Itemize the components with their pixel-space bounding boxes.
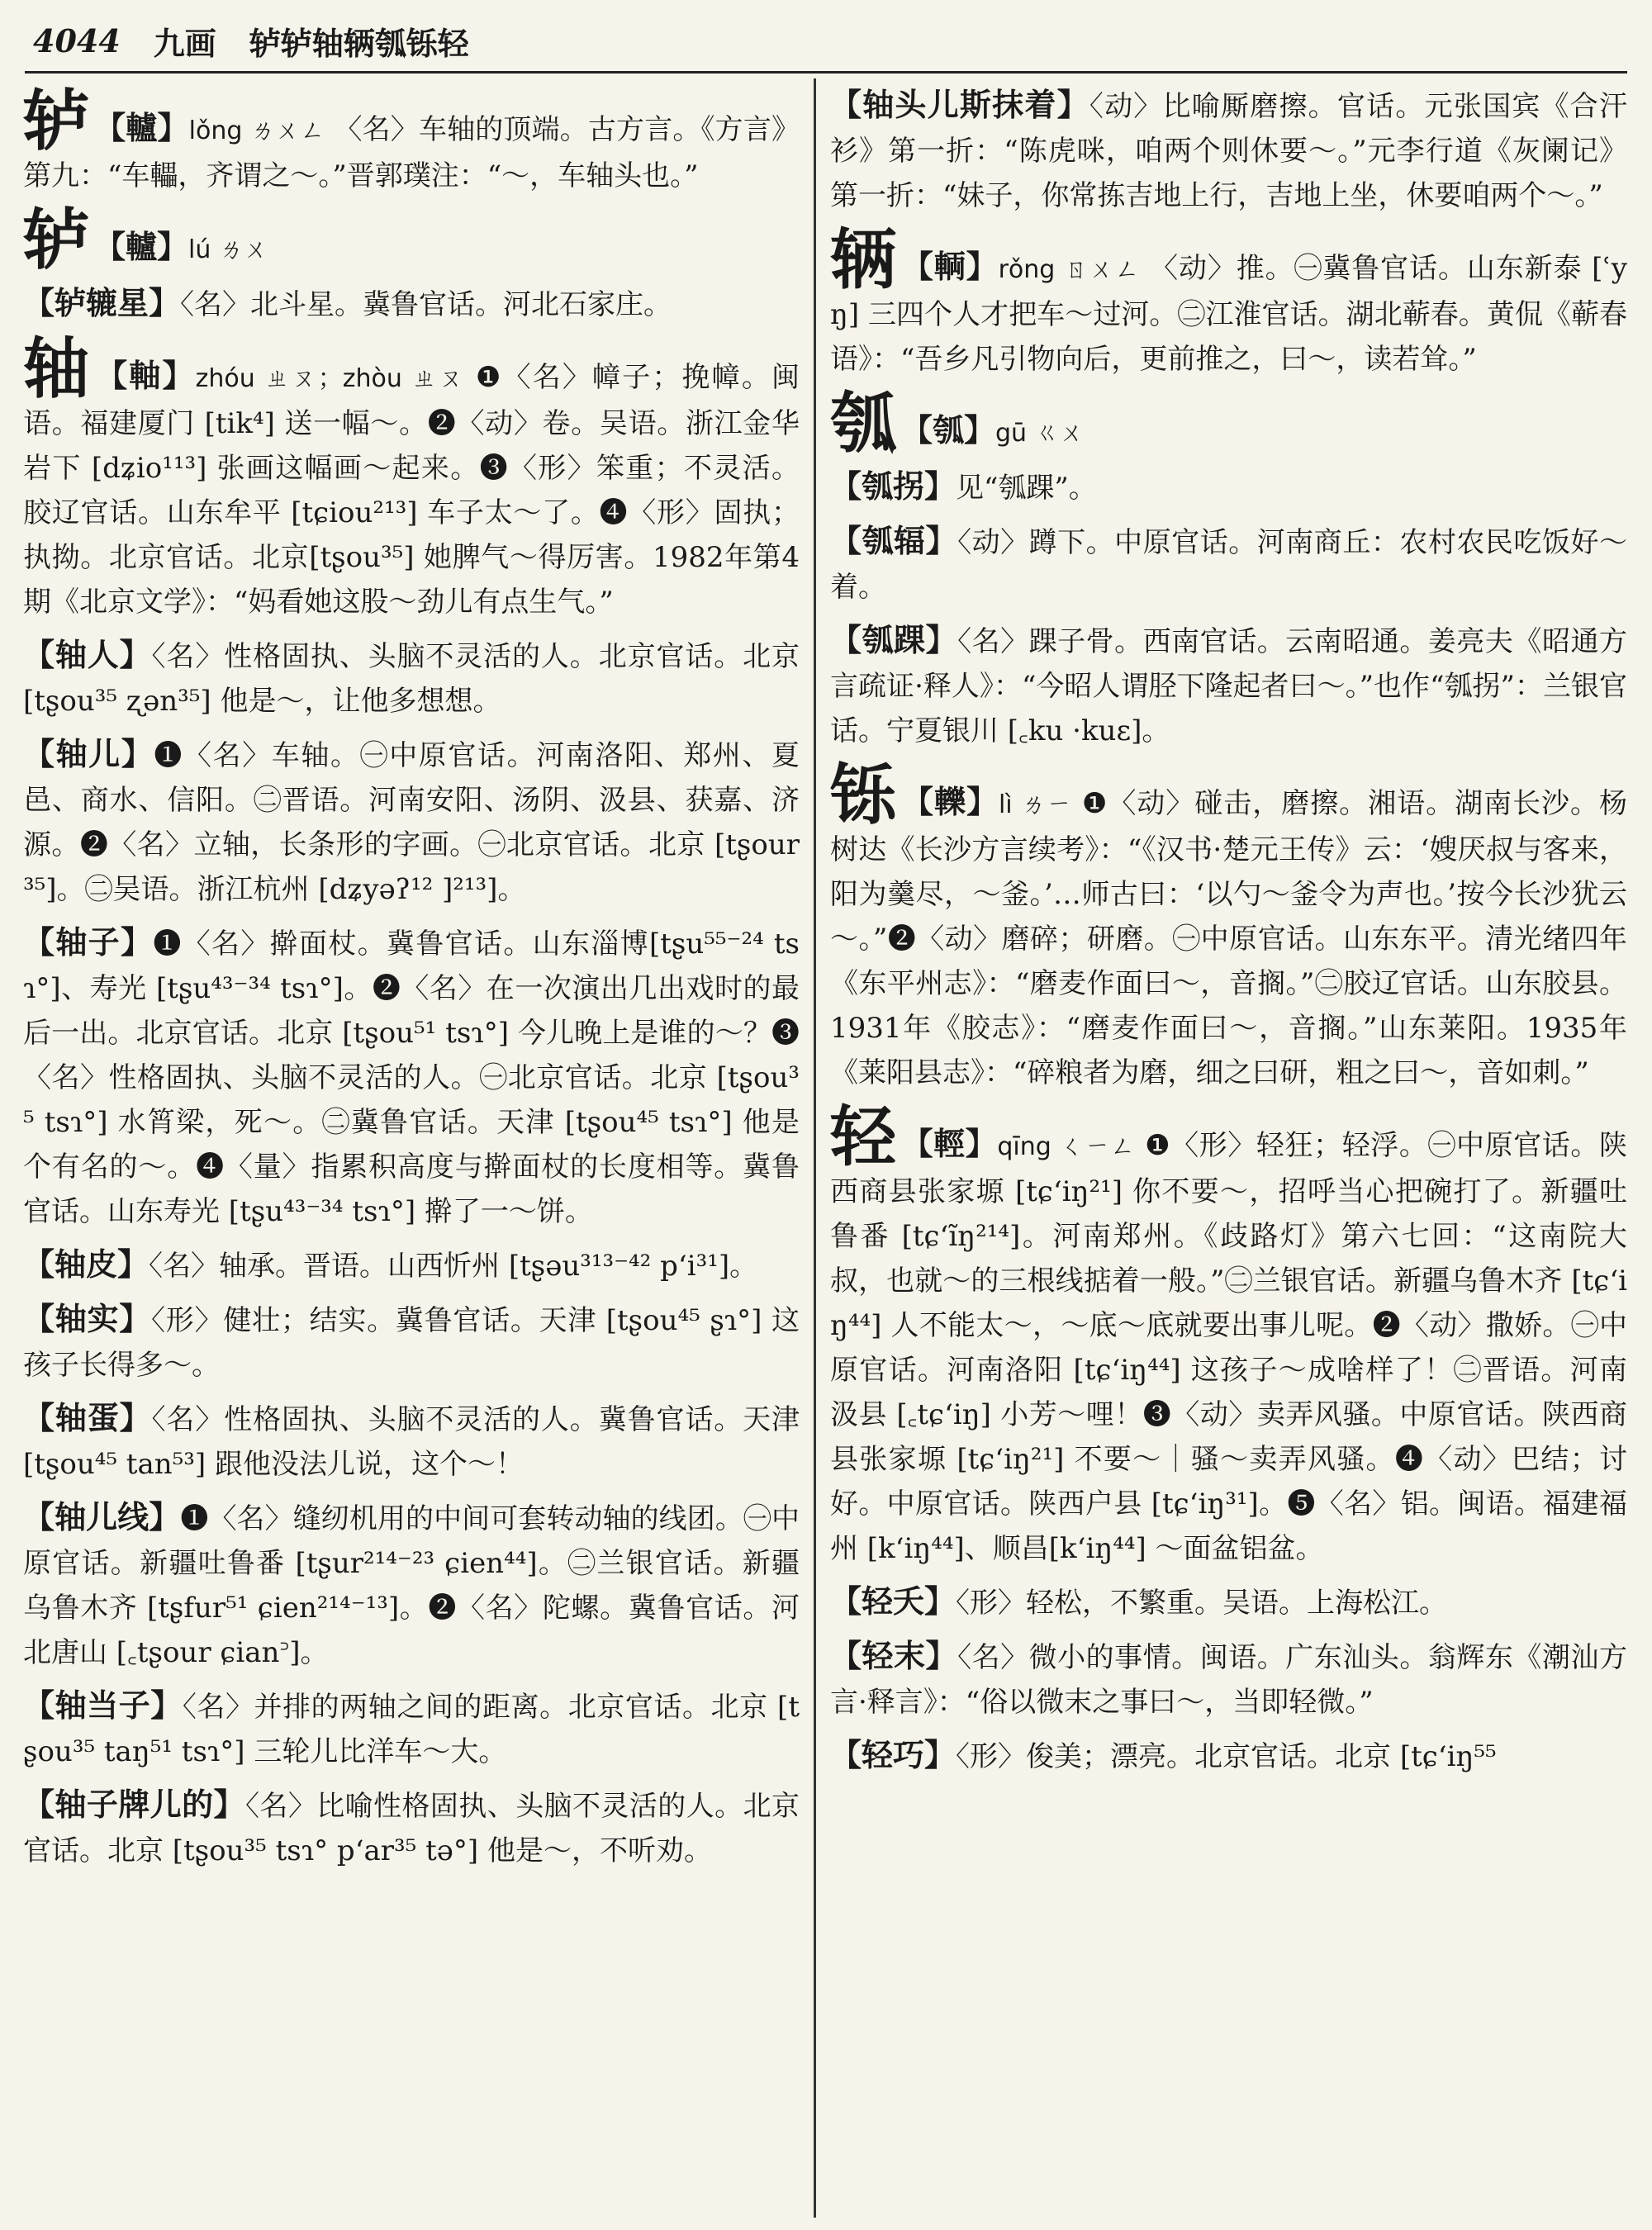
compound-entry [830, 1634, 1627, 1725]
compound-headword: 【轳辘星】 [23, 284, 181, 321]
compound-entry [830, 618, 1627, 753]
headword-entry [830, 384, 1627, 462]
compound-headword: 【轻末】 [830, 1637, 958, 1674]
definition-text: 〈动〉蹲下。中原官话。河南商丘：农村农民吃饭好～着。 [830, 526, 1627, 604]
definition-text: 〈名〉性格固执、头脑不灵活的人。北京官话。北京 [tʂou³⁵ ʐən³⁵] 他是～，让他多想想。 [23, 640, 800, 718]
definition-text: 〈名〉并排的两轴之间的距离。北京官话。北京 [tʂou³⁵ taŋ⁵¹ tsɿ°] 三轮儿比洋车～大。 [23, 1691, 800, 1768]
headword-char: 轻 [830, 1098, 897, 1175]
headword-char: 瓠 [830, 384, 896, 462]
compound-entry [23, 1683, 800, 1774]
compound-entry [830, 519, 1627, 610]
definition-text: 〈动〉推。㊀冀鲁官话。山东新泰 [ʿyŋ] 三四个人才把车～过河。㊁江淮官话。湖北蕲春。黄侃《蕲春语》：“吾乡凡引物向后，更前推之，曰～，读若耸。” [830, 252, 1627, 376]
compound-entry [830, 1733, 1627, 1779]
definition-text: ❶〈名〉幛子；挽幛。闽语。福建厦门 [tik⁴] 送一幅～。❷〈动〉卷。吴语。浙江金华岩下 [dʑio¹¹³] 张画这幅画～起来。❸〈形〉笨重；不灵活。胶辽官话。山东牟平 [tɕiou²¹³] 车子太～了。❹〈形〉固执；执拗。北京官话。北京[tʂou³⁵] 她脾气～得厉害。1982年第4期《北京文学》：“妈看她这股～劲儿有点生气。” [23, 361, 800, 619]
pronunciation: gū ㄍㄨ [995, 419, 1085, 448]
definition-text: ❶〈名〉缝纫机用的中间可套转动轴的线团。㊀中原官话。新疆吐鲁番 [tʂur²¹⁴⁻²³ ɕien⁴⁴]。㊁兰银官话。新疆乌鲁木齐 [tʂfur⁵¹ ɕien²¹⁴⁻¹³]。❷〈名〉陀螺。冀鲁官话。河北唐山 [꜀tʂour ɕian꜄]。 [23, 1502, 800, 1669]
page-number: 4044 [33, 21, 121, 59]
compound-entry [23, 1242, 800, 1288]
pronunciation: lú ㄌㄨ [188, 235, 268, 264]
compound-headword: 【轴皮】 [23, 1245, 150, 1283]
compound-headword: 【轴子牌儿的】 [23, 1786, 245, 1823]
headword-entry [23, 201, 800, 278]
compound-headword: 【轻夭】 [830, 1582, 957, 1620]
definition-text: 〈形〉俊美；漂亮。北京官话。北京 [tɕʻiŋ⁵⁵ [956, 1740, 1497, 1773]
right-column [830, 83, 1627, 1787]
traditional-form: 【輌】 [901, 248, 999, 285]
headword-char: 辆 [830, 221, 897, 298]
definition-text: 〈形〉健壮；结实。冀鲁官话。天津 [tʂou⁴⁵ ʂɿ°] 这孩子长得多～。 [23, 1304, 800, 1382]
traditional-form: 【轢】 [901, 783, 999, 820]
compound-headword: 【瓠拐】 [830, 467, 957, 505]
pronunciation: zhóu ㄓㄡ；zhòu ㄓㄡ [195, 364, 465, 393]
definition-text: ❶〈动〉碰击，磨擦。湘语。湖南长沙。杨树达《长沙方言续考》：“《汉书·楚元王传》云：‘嫂厌叔与客来，阳为羹尽，～釜。’…师古曰：‘以勺～釜令为声也。’按今长沙犹云～。”❷〈动〉磨碎；研磨。㊀中原官话。山东东平。清光绪四年《东平州志》：“磨麦作面曰～，音搁。”㊁胶辽官话。山东胶县。1931年《胶志》：“磨麦作面曰～，音搁。”山东莱阳。1935年《莱阳县志》：“碎粮者为磨，细之曰研，粗之曰～，音如刺。” [830, 787, 1628, 1089]
definition-text: 〈名〉北斗星。冀鲁官话。河北石家庄。 [180, 288, 672, 321]
definition-text: ❶〈名〉车轴。㊀中原官话。河南洛阳、郑州、夏邑、商水、信阳。㊁晋语。河南安阳、汤阴、汲县、获嘉、济源。❷〈名〉立轴，长条形的字画。㊀北京官话。北京 [tʂour³⁵]。㊁吴语。浙江杭州 [dʑyəʔ¹² ]²¹³]。 [23, 739, 800, 906]
compound-headword: 【轴子】 [23, 923, 154, 961]
left-column [23, 83, 800, 1881]
compound-entry [830, 83, 1627, 218]
headword-entry [23, 82, 800, 198]
compound-entry [830, 1579, 1627, 1625]
compound-entry [23, 1782, 800, 1873]
definition-text: 〈名〉轴承。晋语。山西忻州 [tʂəu³¹³⁻⁴² pʻi³¹]。 [149, 1250, 758, 1283]
headword-char: 轳 [23, 201, 89, 278]
traditional-form: 【瓠】 [901, 411, 996, 448]
compound-headword: 【轻巧】 [830, 1736, 957, 1773]
compound-headword: 【轴头儿斯抹着】 [830, 86, 1089, 123]
traditional-form: 【轤】 [94, 109, 189, 146]
compound-headword: 【轴蛋】 [23, 1399, 152, 1436]
compound-headword: 【瓠辐】 [830, 522, 958, 559]
definition-text: 〈名〉比喻性格固执、头脑不灵活的人。北京官话。北京 [tʂou³⁵ tsɿ° pʻar³⁵ tə°] 他是～，不听劝。 [23, 1790, 800, 1867]
definition-text: 〈名〉车轴的顶端。古方言。《方言》第九：“车轠，齐谓之～。”晋郭璞注：“～，车轴头也。” [23, 113, 800, 192]
section-title: 九画 [153, 24, 216, 62]
page-header [33, 15, 1619, 66]
compound-headword: 【轴儿】 [23, 735, 154, 772]
headword-entry [830, 221, 1627, 382]
header-rule [25, 71, 1627, 74]
compound-entry [23, 1396, 800, 1487]
compound-headword: 【轴人】 [23, 636, 152, 673]
definition-text: 〈名〉性格固执、头脑不灵活的人。冀鲁官话。天津 [tʂou⁴⁵ tan⁵³] 跟他没法儿说，这个～！ [23, 1403, 800, 1481]
definition-text: ❶〈形〉轻狂；轻浮。㊀中原官话。陕西商县张家塬 [tɕʻiŋ²¹] 你不要～，招呼当心把碗打了。新疆吐鲁番 [tɕʻĩŋ²¹⁴]。河南郑州。《歧路灯》第六七回：“这南院大叔，也就～的三根线掂着一般。”㊁兰银官话。新疆乌鲁木齐 [tɕʻiŋ⁴⁴] 人不能太～，～底～底就要出事儿呢。❷〈动〉撒娇。㊀中原官话。河南洛阳 [tɕʻiŋ⁴⁴] 这孩子～成啥样了！㊁晋语。河南汲县 [꜀tɕʻiŋ] 小芳～哩！❸〈动〉卖弄风骚。中原官话。陕西商县张家塬 [tɕʻiŋ²¹] 不要～｜骚～卖弄风骚。❹〈动〉巴结；讨好。中原官话。陕西户县 [tɕʻiŋ³¹]。❺〈名〉铝。闽语。福建福州 [kʻiŋ⁴⁴]、顺昌[kʻiŋ⁴⁴] ～面盆铝盆。 [830, 1129, 1627, 1565]
headword-entry [830, 756, 1628, 1095]
traditional-form: 【轤】 [94, 228, 189, 265]
column-divider [814, 78, 816, 2218]
compound-headword: 【瓠踝】 [830, 621, 958, 658]
compound-entry [23, 1495, 800, 1675]
compound-entry [830, 464, 1627, 510]
pronunciation: rǒng ㄖㄨㄥ [998, 255, 1141, 284]
headword-char: 铄 [830, 756, 897, 833]
compound-entry [23, 633, 800, 724]
compound-headword: 【轴儿线】 [23, 1498, 181, 1535]
compound-headword: 【轴实】 [23, 1300, 152, 1337]
compound-entry [23, 1297, 800, 1388]
headword-entry [830, 1098, 1627, 1571]
traditional-form: 【輕】 [901, 1125, 998, 1162]
pronunciation: lì ㄌㄧ [998, 790, 1073, 819]
guide-characters: 轳轳轴辆瓠铄轻 [249, 24, 469, 62]
definition-text: 〈动〉比喻厮磨擦。官话。元张国宾《合汗衫》第一折：“陈虎咪，咱两个则休要～。”元李行道《灰阑记》第一折：“妹子，你常拣吉地上行，吉地上坐，休要咱两个～。” [830, 90, 1627, 212]
definition-text: ❶〈名〉擀面杖。冀鲁官话。山东淄博[tʂu⁵⁵⁻²⁴ tsɿ°]、寿光 [tʂu⁴³⁻³⁴ tsɿ°]。❷〈名〉在一次演出几出戏时的最后一出。北京官话。北京 [tʂou⁵¹ tsɿ°] 今儿晚上是谁的～？❸〈名〉性格固执、头脑不灵活的人。㊀北京官话。北京 [tʂou³⁵ tsɿ°] 水筲梁，死～。㊁冀鲁官话。天津 [tʂou⁴⁵ tsɿ°] 他是个有名的～。❹〈量〉指累积高度与擀面杖的长度相等。冀鲁官话。山东寿光 [tʂu⁴³⁻³⁴ tsɿ°] 擀了一～饼。 [23, 928, 800, 1228]
headword-entry [23, 330, 800, 624]
compound-entry [23, 732, 800, 912]
definition-text: 〈名〉踝子骨。西南官话。云南昭通。姜亮夫《昭通方言疏证·释人》：“今昭人谓胫下隆起者曰～。”也作“瓠拐”：兰银官话。宁夏银川 [꜀ku ·kuɛ]。 [830, 625, 1627, 747]
definition-text: 〈名〉微小的事情。闽语。广东汕头。翁辉东《潮汕方言·释言》：“俗以微末之事曰～，当即轻微。” [830, 1641, 1627, 1719]
compound-entry [23, 281, 800, 327]
pronunciation: qīng ㄑㄧㄥ [997, 1132, 1136, 1161]
compound-entry [23, 920, 800, 1234]
compound-headword: 【轴当子】 [23, 1687, 183, 1724]
definition-text: 〈形〉轻松，不繁重。吴语。上海松江。 [956, 1587, 1448, 1620]
definition-text: 见“瓠踝”。 [956, 472, 1097, 505]
headword-char: 轳 [23, 82, 90, 159]
headword-char: 轴 [23, 330, 92, 407]
traditional-form: 【軸】 [96, 357, 196, 394]
pronunciation: lǒng ㄌㄨㄥ [188, 116, 325, 145]
